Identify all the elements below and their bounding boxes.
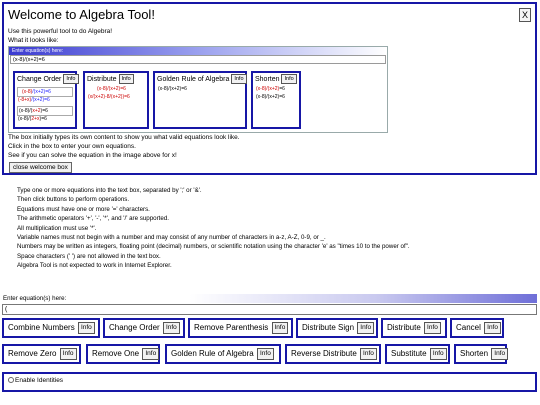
change-order-button[interactable] bbox=[103, 318, 185, 338]
remove-one-button[interactable] bbox=[86, 344, 160, 364]
remove-zero-info-button[interactable]: Info bbox=[60, 348, 77, 360]
demo-shorten-box bbox=[251, 71, 301, 129]
demo-image bbox=[8, 46, 388, 133]
enable-identities-box bbox=[2, 372, 537, 392]
welcome-intro: Use this powerful tool to do Algebra! bbox=[8, 28, 113, 35]
cancel-button[interactable] bbox=[450, 318, 504, 338]
instruction-line: Algebra Tool is not expected to work in Internet Explorer. bbox=[17, 262, 172, 270]
demo-example: (x-8)/(x+2)=6 bbox=[256, 85, 285, 92]
remove-one-info-button[interactable]: Info bbox=[142, 348, 159, 360]
substitute-info-button[interactable]: Info bbox=[430, 348, 447, 360]
shorten-info-button[interactable]: Info bbox=[491, 348, 508, 360]
demo-info-button: Info bbox=[63, 74, 78, 84]
demo-example: (x/(x+2)-8/(x+2))=6 bbox=[88, 93, 130, 100]
demo-distribute-title: Distribute bbox=[87, 75, 117, 83]
welcome-title: Welcome to Algebra Tool! bbox=[8, 7, 155, 22]
change-order-info-button[interactable]: Info bbox=[163, 322, 180, 334]
demo-shorten-title: Shorten bbox=[255, 75, 280, 83]
demo-info-button: Info bbox=[119, 74, 134, 84]
demo-example: (x-8)/(2+x)=6 bbox=[18, 115, 47, 122]
distribute-button[interactable] bbox=[381, 318, 447, 338]
golden-rule-button[interactable] bbox=[165, 344, 281, 364]
welcome-looks-like: What it looks like: bbox=[8, 37, 59, 44]
demo-golden-rule-box bbox=[153, 71, 247, 129]
distribute-sign-button[interactable] bbox=[296, 318, 378, 338]
distribute-label: Distribute bbox=[387, 323, 421, 332]
demo-change-order-title: Change Order bbox=[17, 75, 62, 83]
remove-zero-label: Remove Zero bbox=[8, 349, 57, 358]
instructions bbox=[17, 186, 527, 271]
equation-input[interactable] bbox=[2, 304, 537, 315]
change-order-label: Change Order bbox=[109, 323, 160, 332]
shorten-button[interactable] bbox=[454, 344, 507, 364]
golden-rule-info-button[interactable]: Info bbox=[257, 348, 274, 360]
cancel-info-button[interactable]: Info bbox=[484, 322, 501, 334]
close-x-button[interactable]: X bbox=[519, 8, 531, 22]
demo-example: (x-8)/(x+2)=6 bbox=[256, 93, 285, 100]
demo-example: (x-8)/(x+2)=6 bbox=[158, 85, 187, 92]
demo-example: (x-8)/(x+2)=6 bbox=[17, 106, 73, 116]
instruction-line: All multiplication must use '*'. bbox=[17, 224, 97, 232]
reverse-distribute-label: Reverse Distribute bbox=[291, 349, 357, 358]
enable-identities-label: Enable Identities bbox=[15, 377, 64, 384]
close-welcome-button[interactable]: close welcome box bbox=[9, 162, 72, 173]
instruction-line: Variable names must not begin with a number and may consist of any number of characters in a-z, A-Z, 0-9, or _. bbox=[17, 234, 326, 242]
demo-change-order-box bbox=[13, 71, 77, 129]
welcome-note: The box initially types its own content to show you what valid equations look like. bbox=[8, 134, 240, 141]
enable-identities-radio[interactable] bbox=[8, 377, 14, 383]
substitute-button[interactable] bbox=[385, 344, 450, 364]
instruction-line: Space characters (' ') are not allowed in the text box. bbox=[17, 252, 161, 260]
instruction-line: Then click buttons to perform operations. bbox=[17, 196, 130, 204]
demo-golden-rule-title: Golden Rule of Algebra bbox=[157, 75, 230, 83]
reverse-distribute-button[interactable] bbox=[285, 344, 381, 364]
demo-example: (x-8)/(x+2)=6 bbox=[97, 85, 126, 92]
combine-numbers-button[interactable] bbox=[2, 318, 100, 338]
remove-parenthesis-label: Remove Parenthesis bbox=[194, 323, 269, 332]
demo-distribute-box bbox=[83, 71, 149, 129]
reverse-distribute-info-button[interactable]: Info bbox=[360, 348, 377, 360]
remove-parenthesis-info-button[interactable]: Info bbox=[272, 322, 289, 334]
equation-input-label: Enter equation(s) here: bbox=[2, 294, 537, 303]
combine-numbers-label: Combine Numbers bbox=[8, 323, 75, 332]
remove-zero-button[interactable] bbox=[2, 344, 81, 364]
shorten-label: Shorten bbox=[460, 349, 489, 358]
welcome-note: See if you can solve the equation in the image above for x! bbox=[8, 152, 177, 159]
golden-rule-label: Golden Rule of Algebra bbox=[171, 349, 254, 358]
cancel-label: Cancel bbox=[456, 323, 481, 332]
combine-numbers-info-button[interactable]: Info bbox=[78, 322, 95, 334]
instruction-line: Numbers may be written as integers, floating point (decimal) numbers, or scientific notation using the character 'e' as "times 10 to the power of". bbox=[17, 243, 410, 251]
instruction-line: Equations must have one or more '=' characters. bbox=[17, 205, 150, 213]
demo-input-label: Enter equation(s) here: bbox=[9, 47, 387, 55]
instruction-line: Type one or more equations into the text box, separated by ';' or '&'. bbox=[17, 187, 202, 194]
remove-parenthesis-button[interactable] bbox=[188, 318, 293, 338]
demo-example: (-8+x)/(x+2)=6 bbox=[18, 96, 50, 103]
remove-one-label: Remove One bbox=[92, 349, 140, 358]
demo-example: (x-8)/(x+2)=6 bbox=[17, 87, 73, 97]
welcome-note: Click in the box to enter your own equations. bbox=[8, 143, 136, 150]
welcome-dialog bbox=[2, 2, 537, 175]
demo-info-button: Info bbox=[281, 74, 296, 84]
demo-info-button: Info bbox=[231, 74, 246, 84]
demo-input: (x-8)/(x+2)=6 bbox=[10, 55, 386, 64]
distribute-sign-info-button[interactable]: Info bbox=[357, 322, 374, 334]
instruction-line: The arithmetic operators '+', '-', '*', and '/' are supported. bbox=[17, 215, 170, 223]
distribute-info-button[interactable]: Info bbox=[424, 322, 441, 334]
distribute-sign-label: Distribute Sign bbox=[302, 323, 355, 332]
substitute-label: Substitute bbox=[391, 349, 427, 358]
